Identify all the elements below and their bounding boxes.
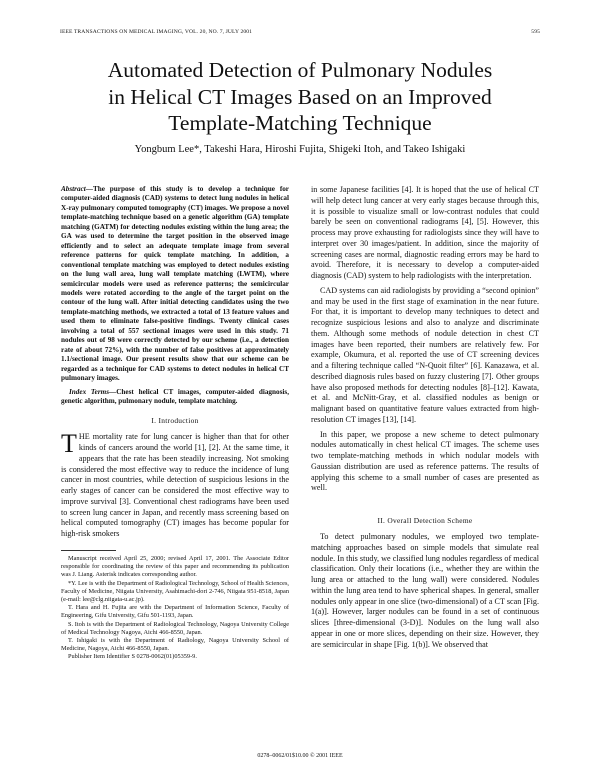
footnote-manuscript: Manuscript received April 25, 2000; revised April 17, 2001. The Associate Editor responsible for coordinating the review of this paper and recommending its publication was J. Liang. Asterisk indicates corresponding author. xyxy=(61,554,289,579)
abstract-text: The purpose of this study is to develop a technique for computer-aided diagnosis (CAD) systems to detect lung nodules in helical X-ray pulmonary computed tomography (CT) images. We propose a novel template-matching technique based on a genetic algorithm (GA) template matching (GATM) for detecting nodules existing within the lung area; the GA was used to determine the target position in the observed image efficiently and to select an adequate template image from several reference patterns for quick template matching. In addition, a conventional template matching was employed to detect nodules existing on the lung wall area, lung wall template matching (LWTM), where semicircular models were used as reference patterns; the semicircular models were rotated according to the angle of the target point on the contour of the lung wall. After initial detecting candidates using the two template-matching methods, we extracted a total of 13 feature values and used them to eliminate false-positive findings. Twenty clinical cases involving a total of 557 sectional images were used in this study. 71 nodules out of 98 were correctly detected by our scheme (i.e., a detection rate of about 72%), with the number of false positives at approximately 1.1/sectional image. Our present results show that our scheme can be regarded as a technique for CAD systems to detect nodules in helical CT pulmonary images. xyxy=(61,185,289,383)
title-line-1: Automated Detection of Pulmonary Nodules xyxy=(107,58,493,82)
intro-paragraph-3: In this paper, we propose a new scheme to detect pulmonary nodules automatically in chest helical CT images. The scheme uses two template-matching methods in which nodular models with Gaussian distribution are used as reference patterns. The results of applying this scheme to a small number of cases are presented as well. xyxy=(311,429,539,493)
title-line-3: Template-Matching Technique xyxy=(168,111,432,135)
drop-cap: T xyxy=(61,429,77,459)
overall-paragraph-1: To detect pulmonary nodules, we employed two template-matching approaches based on simple models that simulate real nodule. In this study, we classified lung nodules regardless of medical classification. Only their locations (i.e., whether they are within the lung area or attached to the lung wall) were considered. Nodules within the lung area tend to have spherical shapes. In general, smaller nodules only appear in one slice (two-dimensional) of a CT scan [Fig. 1(a)]. However, larger nodules can be found in a set of continuous slices [three-dimensional (3-D)]. Nodules on the lung wall also appear in one or more slices, depending on their size. However, they are semicircular in shape [Fig. 1(b)]. We observed that xyxy=(311,532,539,649)
intro-paragraph-1-text: HE mortality rate for lung cancer is higher than that for other kinds of cancers around the world [1], [2]. At the same time, it appears that the rate has been steadily increasing. Not smoking is considered the most effective way to reduce the incidence of lung cancer in most countries, while detection of suspicious lesions in the early stages of cancer can be considered the most effective way to improve survival [3]. Conventional chest radiograms have been used to screen lung cancer in Japan, and recently mass screening based on helical computed tomography (CT) images has become popular for high-risk smokers xyxy=(61,432,289,539)
index-terms-label: Index Terms— xyxy=(69,387,117,396)
running-header xyxy=(60,29,540,35)
footnote-rule xyxy=(61,550,116,551)
footnote-itoh: S. Itoh is with the Department of Radiological Technology, Nagoya University College of Medical Technology Nagoya, Aichi 466-8550, Japan. xyxy=(61,620,289,636)
footnote-ishigaki: T. Ishigaki is with the Department of Radiology, Nagoya University School of Medicine, Nagoya, Aichi 466-8550, Japan. xyxy=(61,636,289,653)
copyright-footer: 0278–0062/01$10.00 © 2001 IEEE xyxy=(257,753,343,759)
section-heading-introduction: I. Introduction xyxy=(151,416,199,426)
page-number: 595 xyxy=(531,29,540,35)
intro-paragraph-2: CAD systems can aid radiologists by providing a “second opinion” and may be used in the first stage of examination in the near future. For that, it is important to develop many techniques to detect and recognize suspicious lesions and also to analyze and discriminate them. Although some methods of nodule detection in chest CT images have been reported, their numbers are relatively few. For example, Okumura, et al. reported the use of CT screening devices and a filtering technique called “N-Quoit filter” [6]. Kanazawa, et al. described diagnosis rules based on fuzzy clustering [7]. Other groups have also proposed methods for detecting nodules [8]–[12]. Kawata, et al. and McNitt-Gray, et al. classified nodules as benign or malignant based on quantitative feature values extracted from high-resolution CT images [13], [14]. xyxy=(311,285,539,424)
footnote-pii: Publisher Item Identifier S 0278-0062(01)05359-9. xyxy=(68,653,197,661)
journal-info: IEEE TRANSACTIONS ON MEDICAL IMAGING, VOL. 20, NO. 7, JULY 2001 xyxy=(60,29,253,35)
paper-title xyxy=(40,57,560,137)
intro-paragraph-1-continued: in some Japanese facilities [4]. It is hoped that the use of helical CT will help detect lung cancer at very early stages because through this, it is possible to visualize small or low-contrast nodules that could barely be seen on conventional radiograms [4], [5]. However, this process may prove exhausting for radiologists since they will have to interpret over 30 images/patient. In addition, since the majority of screening cases are normal, diagnostic reading errors may be hard to avoid. Therefore, it is necessary to develop a computer-aided diagnosis (CAD) system to help radiologists with the interpretation. xyxy=(311,185,539,280)
abstract-label: Abstract— xyxy=(61,185,93,193)
intro-paragraph-1 xyxy=(61,429,289,540)
right-column xyxy=(311,185,539,650)
abstract xyxy=(61,185,289,384)
section-heading-overall-detection: II. Overall Detection Scheme xyxy=(377,516,473,525)
footnote-lee: *Y. Lee is with the Department of Radiological Technology, School of Health Sciences, Faculty of Medicine, Niigata University, Asahimachi-dori 2-746, Niigata 951-8518, Japan (e-mail: lee@clg.niigata-u.ac.jp). xyxy=(61,579,289,603)
index-terms-text: Chest helical CT images, computer-aided diagnosis, genetic algorithm, pulmonary nodule, template matching. xyxy=(61,387,289,405)
footnote-hara: T. Hara and H. Fujita are with the Department of Information Science, Faculty of Engineering, Gifu University, Gifu 501-1193, Japan. xyxy=(61,604,289,620)
left-column xyxy=(61,185,289,662)
title-line-2: in Helical CT Images Based on an Improved xyxy=(108,84,492,109)
index-terms xyxy=(61,388,289,407)
author-list: Yongbum Lee*, Takeshi Hara, Hiroshi Fujita, Shigeki Itoh, and Takeo Ishigaki xyxy=(134,144,466,155)
